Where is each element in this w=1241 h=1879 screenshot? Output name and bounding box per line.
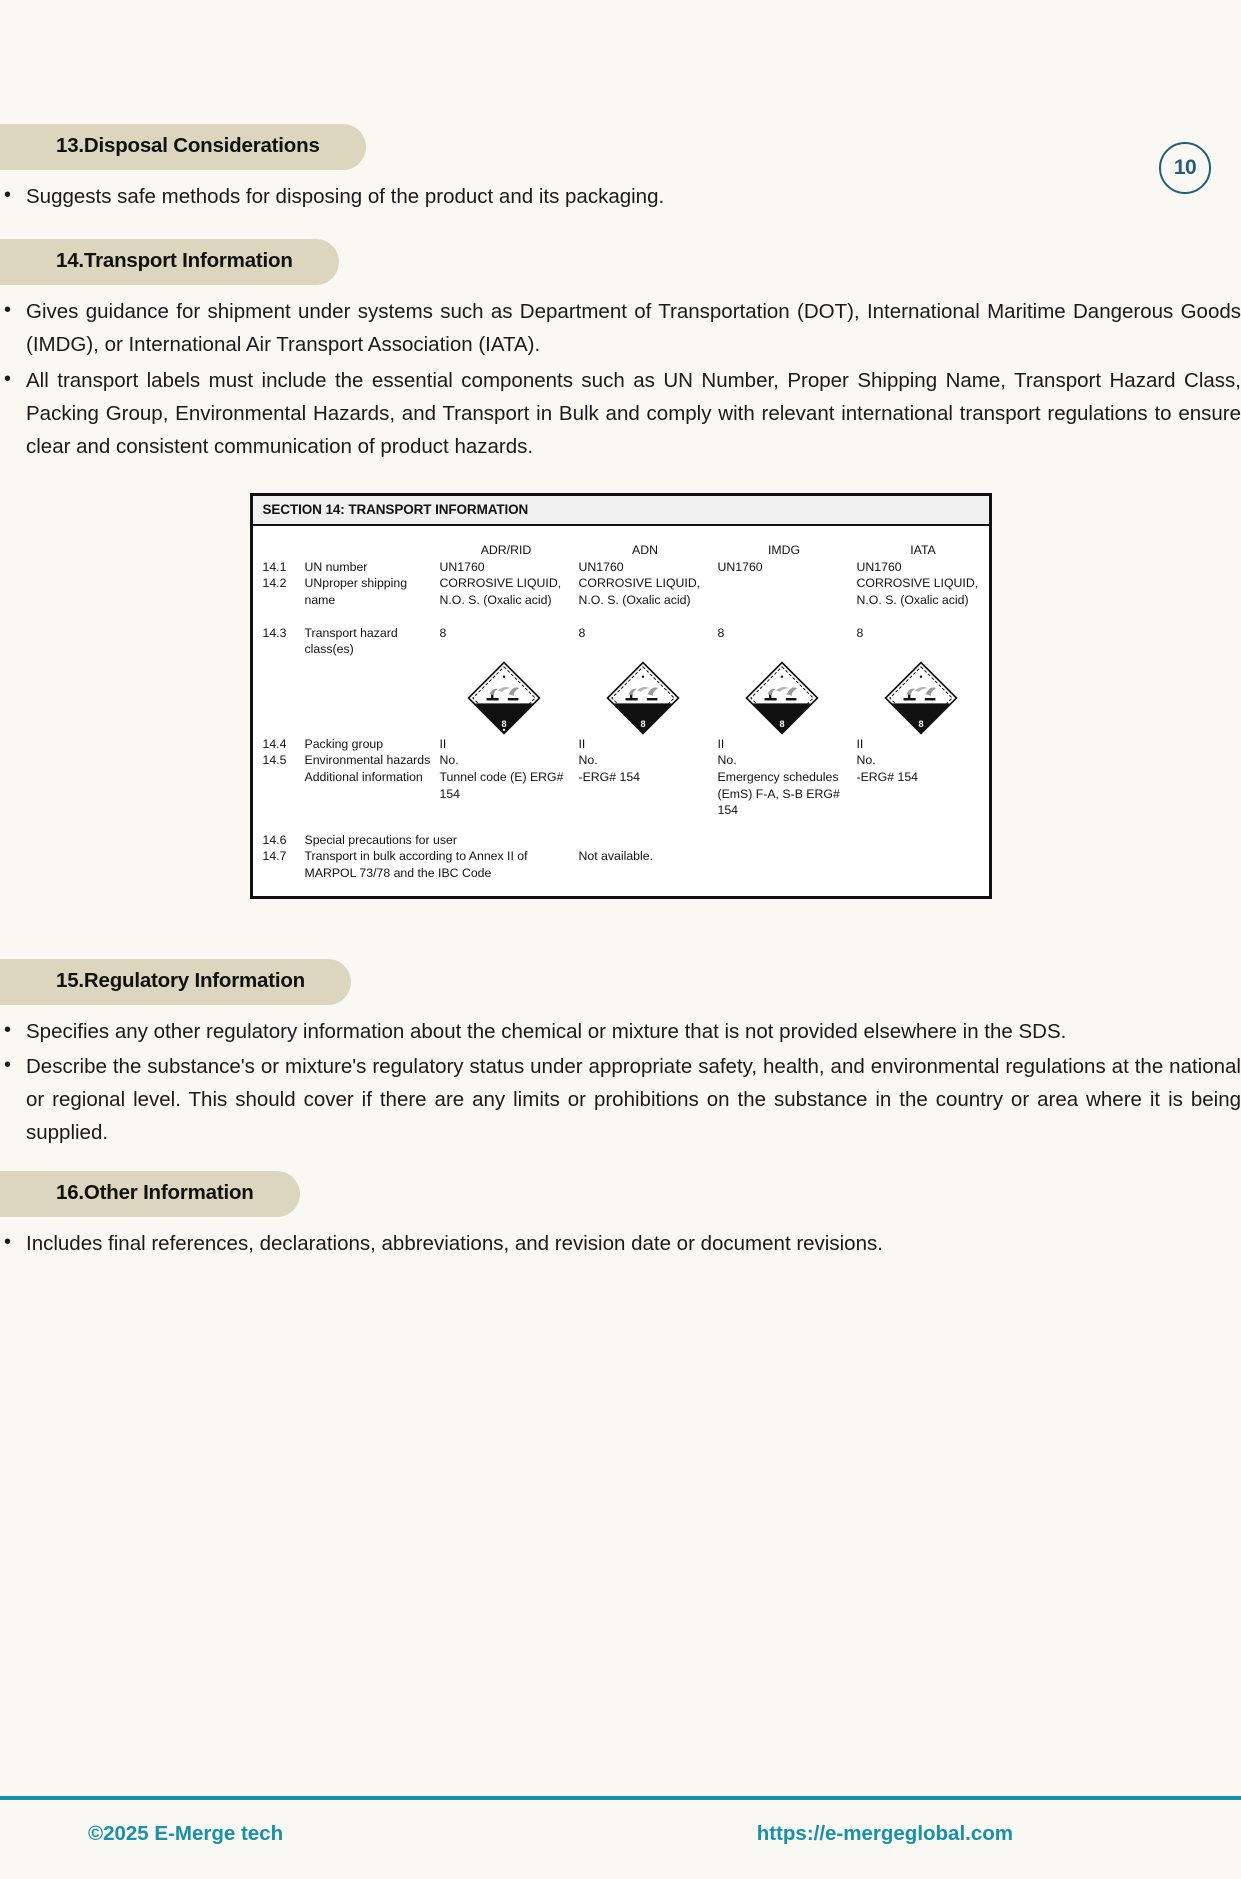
spacer-cell <box>253 819 996 832</box>
svg-text:8: 8 <box>500 718 507 729</box>
table-spacer-row <box>253 819 996 832</box>
cell-iata: -ERG# 154 <box>856 769 919 784</box>
table-header-row <box>253 542 996 559</box>
table-row <box>253 769 996 819</box>
cell-iata: II <box>856 736 864 751</box>
cell-imdg: Emergency schedules (EmS) F-A, S-B ERG# 154 <box>717 769 840 818</box>
cell-adr-rid: No. <box>439 753 459 768</box>
table-row <box>253 752 996 769</box>
table-row <box>253 848 996 881</box>
pictogram-cell-imdg <box>718 658 857 736</box>
table-spacer-row <box>253 609 996 625</box>
row-label: UN number <box>304 559 368 574</box>
section-15-heading-row <box>0 959 1241 1005</box>
cell-imdg: 8 <box>717 625 725 640</box>
list-item: • Describe the substance's or mixture's regulatory status under appropriate safety, health, and environmental regulations at the national or regional level. This should cover if there are any limits or prohibitions on the substance in the country or area where it is being supplied. <box>0 1050 1241 1150</box>
table-row <box>253 736 996 753</box>
row-label: Environmental hazards <box>304 753 431 768</box>
list-item: • Specifies any other regulatory information about the chemical or mixture that is not provided elsewhere in the SDS. <box>0 1015 1241 1048</box>
table-row <box>253 559 996 576</box>
cell-imdg <box>718 848 857 881</box>
table-row <box>253 575 996 608</box>
section-16-other-information <box>0 1171 1241 1260</box>
svg-text:8: 8 <box>917 718 924 729</box>
cell-iata <box>857 848 996 881</box>
row-number: 14.1 <box>262 559 287 574</box>
cell-iata: UN1760 <box>856 559 902 574</box>
corrosive-class-8-diamond-icon <box>605 660 681 736</box>
list-item: • Gives guidance for shipment under systems such as Department of Transportation (DOT), International Maritime Dangerous Goods (IMDG), or International Air Transport Association (IATA). <box>0 295 1241 361</box>
header-spacer-num <box>253 542 305 559</box>
corrosive-class-8-diamond-icon <box>744 660 820 736</box>
row-number: 14.5 <box>262 753 287 768</box>
spacer-cell <box>253 609 996 625</box>
column-header-adr-rid: ADR/RID <box>480 543 532 558</box>
footer-website-link[interactable]: https://e-mergeglobal.com <box>756 1822 1013 1845</box>
figure-title: SECTION 14: TRANSPORT INFORMATION <box>253 496 989 526</box>
svg-text:8: 8 <box>639 718 646 729</box>
cell-adr-rid: 8 <box>439 625 447 640</box>
cell-imdg: No. <box>717 753 737 768</box>
section-14-heading: 14.Transport Information <box>0 239 339 285</box>
corrosive-class-8-diamond-icon <box>466 660 542 736</box>
cell-imdg <box>718 575 857 608</box>
row-label: UNproper shipping name <box>304 576 408 607</box>
cell-adr-rid: UN1760 <box>439 559 485 574</box>
figure-body <box>253 526 989 895</box>
section-14-bullet-list <box>0 295 1241 463</box>
cell-iata: No. <box>856 753 876 768</box>
section-15-regulatory-information <box>0 959 1241 1150</box>
cell-iata: 8 <box>856 625 864 640</box>
transport-information-table <box>253 542 996 881</box>
cell-adn: II <box>578 736 586 751</box>
row-number: 14.2 <box>262 576 287 591</box>
section-14-transport-information <box>0 239 1241 898</box>
row-label: Additional information <box>304 769 423 784</box>
list-item: • Includes final references, declarations, abbreviations, and revision date or document revisions. <box>0 1227 1241 1260</box>
row-label: Transport hazard class(es) <box>304 625 398 657</box>
svg-text:8: 8 <box>778 718 785 729</box>
footer-divider <box>0 1796 1241 1800</box>
pictogram-spacer-label <box>305 658 440 736</box>
row-number <box>253 769 305 819</box>
cell-iata: CORROSIVE LIQUID, N.O. S. (Oxalic acid) <box>856 576 979 607</box>
cell-imdg <box>718 832 857 849</box>
cell-adr-rid: Not available. <box>578 849 654 864</box>
row-number: 14.4 <box>262 736 287 751</box>
pictogram-spacer-num <box>253 658 305 736</box>
section-16-heading: 16.Other Information <box>0 1171 300 1217</box>
cell-imdg: II <box>717 736 725 751</box>
cell-adn <box>579 832 718 849</box>
cell-adr-rid: CORROSIVE LIQUID, N.O. S. (Oxalic acid) <box>439 576 562 607</box>
cell-adr-rid: II <box>439 736 447 751</box>
column-header-adn: ADN <box>632 543 658 558</box>
column-header-imdg: IMDG <box>767 543 801 558</box>
cell-adn: UN1760 <box>578 559 624 574</box>
row-label: Packing group <box>304 736 384 751</box>
section-16-heading-row <box>0 1171 1241 1217</box>
section-13-heading-row <box>0 124 1241 170</box>
cell-imdg: UN1760 <box>717 559 763 574</box>
row-label: Special precautions for user <box>304 832 457 847</box>
section-15-bullet-list <box>0 1015 1241 1150</box>
table-row <box>253 832 996 849</box>
footer-copyright: ©2025 E-Merge tech <box>88 1822 284 1845</box>
hazard-pictogram-row <box>253 658 996 736</box>
cell-adn: 8 <box>578 625 586 640</box>
pictogram-cell-adr-rid <box>440 658 579 736</box>
row-number: 14.7 <box>262 849 287 864</box>
list-item: • Suggests safe methods for disposing of the product and its packaging. <box>0 180 1241 213</box>
table-row <box>253 625 996 658</box>
row-number: 14.6 <box>262 832 287 847</box>
column-header-iata: IATA <box>910 543 936 558</box>
cell-iata <box>857 832 996 849</box>
corrosive-class-8-diamond-icon <box>883 660 959 736</box>
cell-adn: CORROSIVE LIQUID, N.O. S. (Oxalic acid) <box>578 576 701 607</box>
page-footer <box>0 1805 1241 1863</box>
row-label: Transport in bulk according to Annex II of MARPOL 73/78 and the IBC Code <box>304 849 528 880</box>
cell-adn: No. <box>578 753 598 768</box>
section-13-bullet-list <box>0 180 1241 213</box>
section-13-heading: 13.Disposal Considerations <box>0 124 366 170</box>
pictogram-cell-iata <box>857 658 996 736</box>
cell-adn: -ERG# 154 <box>578 769 641 784</box>
page-number-value: 10 <box>1173 156 1197 179</box>
section-14-heading-row <box>0 239 1241 285</box>
sds-transport-table-figure <box>250 493 992 898</box>
row-number: 14.3 <box>262 625 287 640</box>
section-13-disposal-considerations <box>0 124 1241 213</box>
section-16-bullet-list <box>0 1227 1241 1260</box>
pictogram-cell-adn <box>579 658 718 736</box>
header-spacer-label <box>305 542 440 559</box>
cell-adr-rid: Tunnel code (E) ERG# 154 <box>439 769 564 801</box>
section-15-heading: 15.Regulatory Information <box>0 959 351 1005</box>
list-item: • All transport labels must include the essential components such as UN Number, Proper Shipping Name, Transport Hazard Class, Packing Group, Environmental Hazards, and Transport in Bulk and comply with relevant international transport regulations to ensure clear and consistent communication of product hazards. <box>0 364 1241 464</box>
